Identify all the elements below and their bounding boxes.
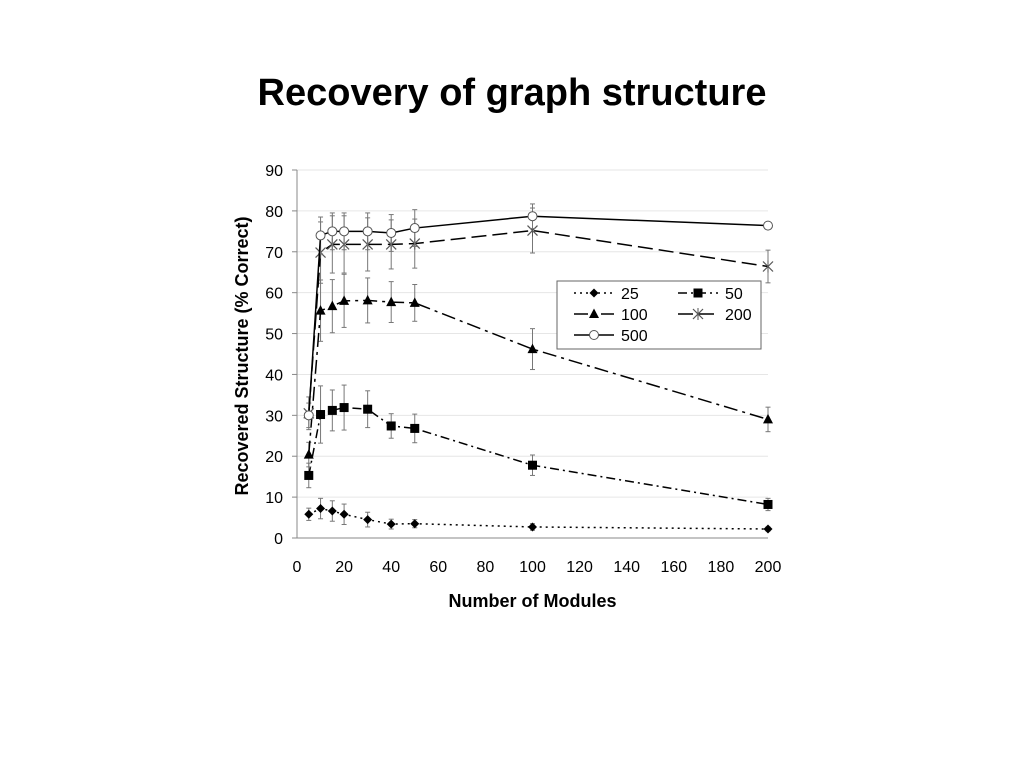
x-tick-label: 0 xyxy=(292,559,302,576)
y-tick-label: 30 xyxy=(265,408,283,426)
legend-label: 50 xyxy=(725,286,743,303)
chart-series xyxy=(304,204,773,534)
data-point xyxy=(387,421,396,430)
data-point xyxy=(410,424,419,433)
x-tick-label: 140 xyxy=(613,559,641,576)
series-50 xyxy=(304,385,772,511)
data-point xyxy=(528,212,537,221)
data-point xyxy=(328,227,337,236)
data-point xyxy=(387,520,396,529)
data-point xyxy=(328,406,337,415)
data-point xyxy=(316,231,325,240)
x-axis-title: Number of Modules xyxy=(448,591,617,611)
x-tick-label: 160 xyxy=(660,559,688,576)
y-tick-label: 60 xyxy=(265,285,283,303)
data-point xyxy=(316,410,325,419)
y-tick-label: 90 xyxy=(265,163,283,180)
data-point xyxy=(304,411,313,420)
data-point xyxy=(386,297,396,307)
y-tick-label: 80 xyxy=(265,203,283,221)
legend-label: 200 xyxy=(725,307,752,324)
data-point xyxy=(327,301,337,311)
y-tick-label: 70 xyxy=(265,244,283,262)
data-point xyxy=(363,295,373,305)
data-point xyxy=(410,519,419,528)
chart-legend xyxy=(557,281,761,349)
x-tick-label: 60 xyxy=(429,559,448,576)
y-tick-label: 20 xyxy=(265,449,283,467)
data-point xyxy=(304,510,313,519)
data-point xyxy=(764,221,773,230)
data-point xyxy=(304,471,313,480)
data-point xyxy=(528,461,537,470)
data-point xyxy=(340,227,349,236)
data-point xyxy=(316,504,325,513)
series-25 xyxy=(304,498,772,533)
x-tick-label: 120 xyxy=(566,559,593,576)
data-point xyxy=(340,510,349,519)
y-tick-label: 50 xyxy=(265,326,283,344)
data-point xyxy=(387,228,396,237)
data-point xyxy=(528,522,537,531)
data-point xyxy=(340,403,349,412)
y-tick-label: 40 xyxy=(265,367,283,385)
slide-title: Recovery of graph structure xyxy=(257,72,767,114)
x-tick-label: 80 xyxy=(476,559,495,576)
y-tick-label: 10 xyxy=(265,490,283,508)
legend-label: 500 xyxy=(621,328,648,345)
x-tick-label: 200 xyxy=(754,559,782,576)
data-point xyxy=(764,500,773,509)
legend-marker xyxy=(590,331,599,340)
x-tick-label: 100 xyxy=(519,559,546,576)
x-tick-label: 40 xyxy=(382,559,401,576)
data-point xyxy=(363,515,372,524)
x-tick-label: 180 xyxy=(707,559,735,576)
data-point xyxy=(410,224,419,233)
series-line-25 xyxy=(309,509,768,529)
legend-label: 100 xyxy=(621,307,648,324)
data-point xyxy=(363,405,372,414)
data-point xyxy=(363,227,372,236)
legend-marker xyxy=(694,289,703,298)
data-point xyxy=(328,507,337,516)
legend-label: 25 xyxy=(621,286,639,303)
x-tick-label: 20 xyxy=(335,559,353,576)
y-axis-title: Recovered Structure (% Correct) xyxy=(232,216,252,496)
y-tick-label: 0 xyxy=(274,531,283,548)
data-point xyxy=(764,525,773,534)
